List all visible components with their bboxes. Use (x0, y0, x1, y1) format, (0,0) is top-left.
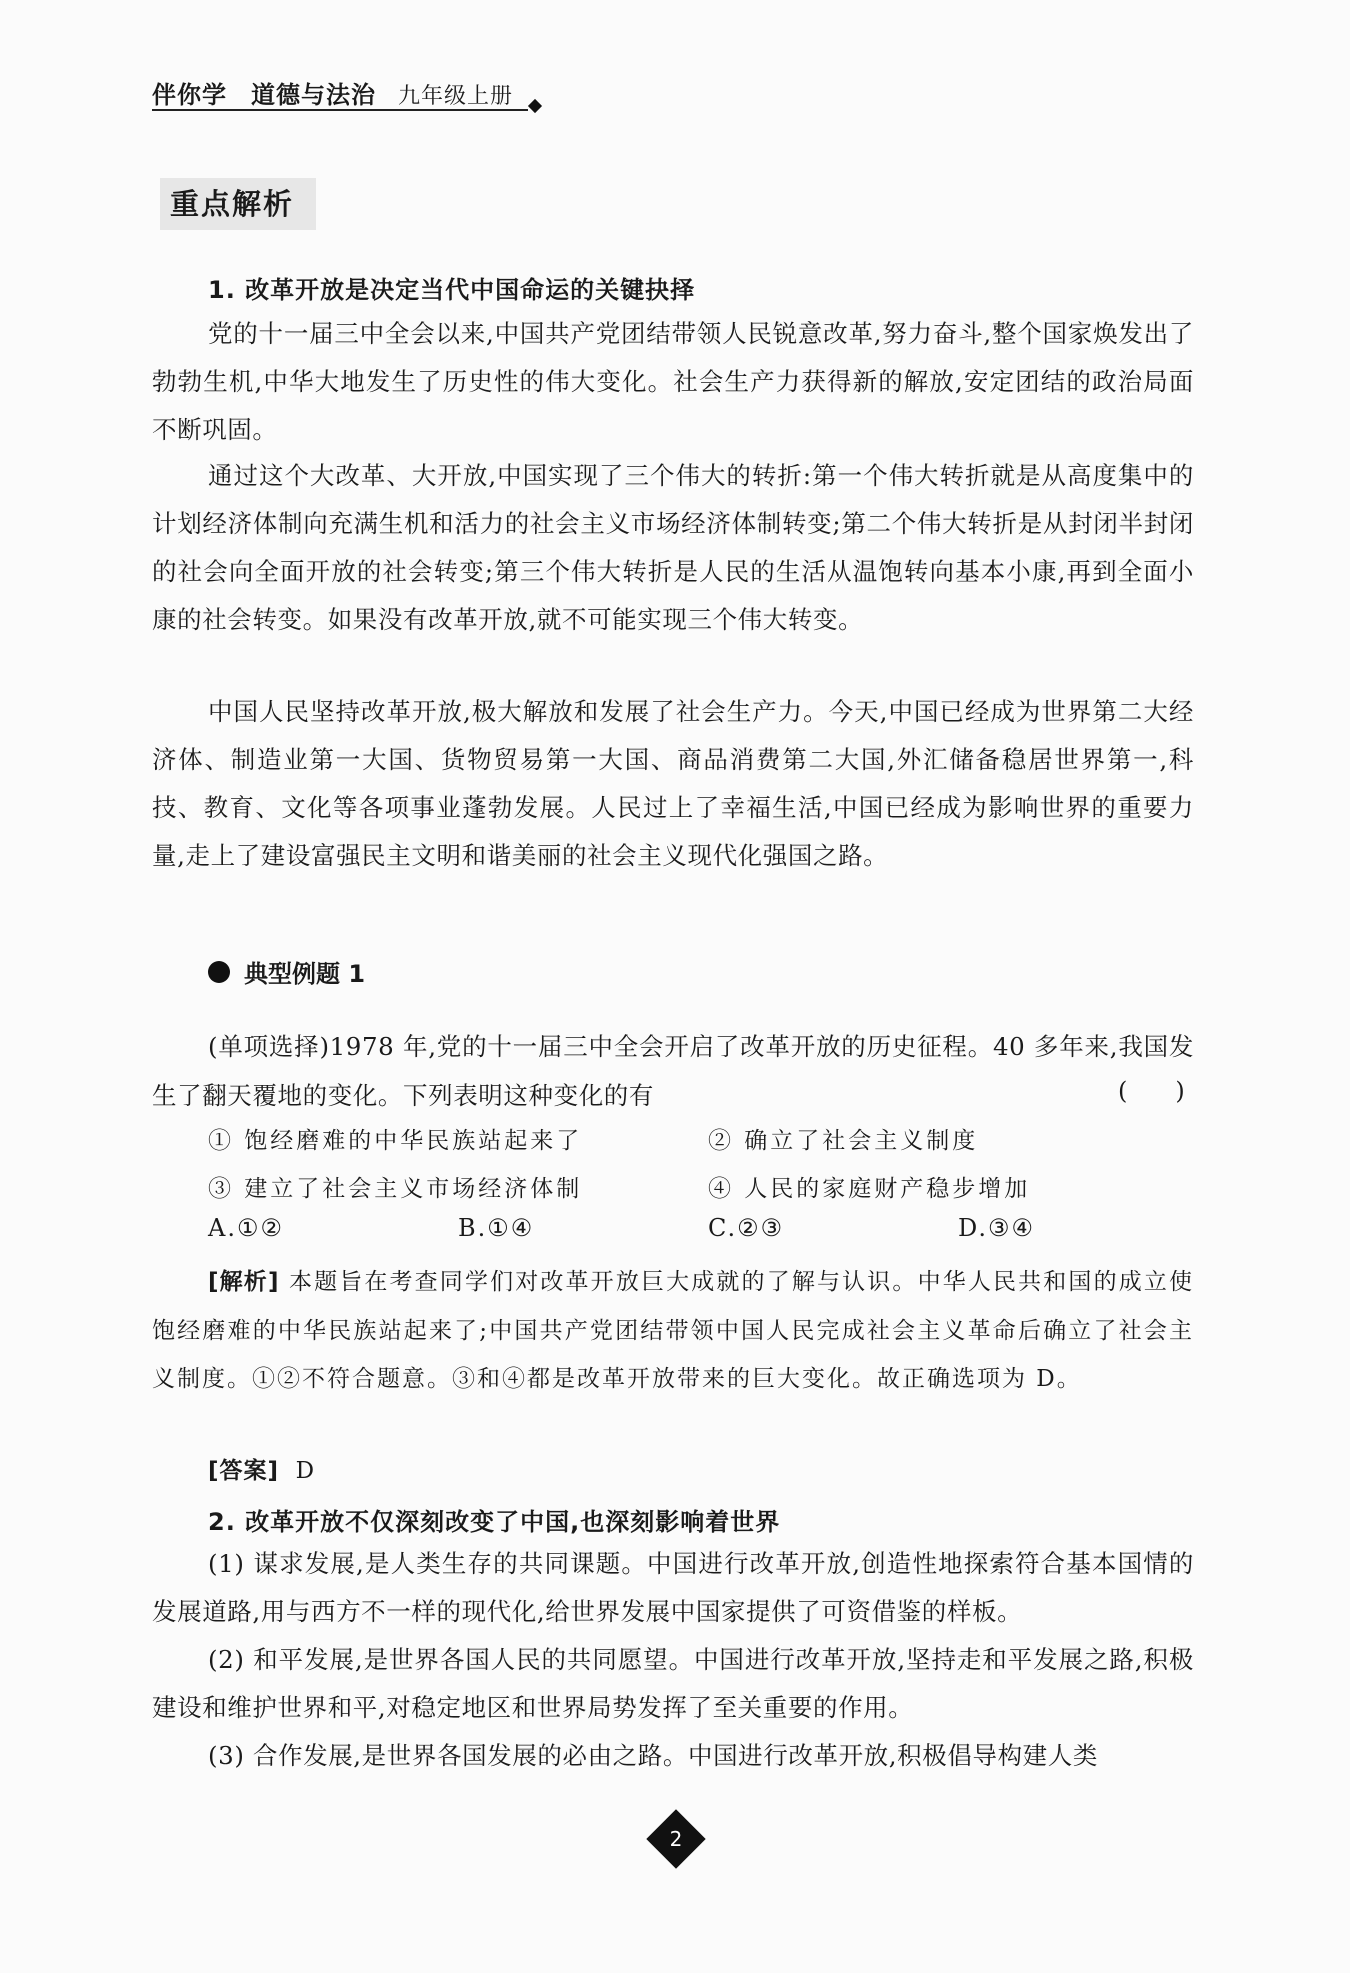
point2-paragraph-3: (3) 合作发展,是世界各国发展的必由之路。中国进行改革开放,积极倡导构建人类 (208, 1741, 1098, 1770)
analysis-label: [解析] (208, 1269, 280, 1295)
book-series: 伴你学 (152, 81, 227, 109)
example-question: (单项选择)1978 年,党的十一届三中全会开启了改革开放的历史征程。40 多年来,我国发生了翻天覆地的变化。下列表明这种变化的有 (152, 1032, 1194, 1110)
choice-d: D.③④ (958, 1214, 1036, 1242)
bullet-icon (208, 961, 230, 983)
point2-paragraph-1: (1) 谋求发展,是人类生存的共同课题。中国进行改革开放,创造性地探索符合基本国情的发展道路,用与西方不一样的现代化,给世界发展中国家提供了可资借鉴的样板。 (152, 1549, 1194, 1626)
option-3: ③ 建立了社会主义市场经济体制 (208, 1176, 583, 1202)
page-number: 2 (669, 1827, 683, 1851)
answer-block (208, 1452, 315, 1485)
running-header (152, 76, 542, 110)
point1-paragraph-1: 党的十一届三中全会以来,中国共产党团结带领人民锐意改革,努力奋斗,整个国家焕发出了勃勃生机,中华大地发生了历史性的伟大变化。社会生产力获得新的解放,安定团结的政治局面不断巩固。 (152, 319, 1194, 444)
header-rule (152, 109, 528, 111)
example-title: 典型例题 1 (244, 960, 366, 988)
answer-label: [答案] (208, 1458, 280, 1484)
example-heading (208, 954, 365, 989)
point2-heading: 2. 改革开放不仅深刻改变了中国,也深刻影响着世界 (208, 1508, 781, 1536)
analysis-text: 本题旨在考查同学们对改革开放巨大成就的了解与认识。中华人民共和国的成立使饱经磨难的中华民族站起来了;中国共产党团结带领中国人民完成社会主义革命后确立了社会主义制度。①②不符合题意。③和④都是改革开放带来的巨大变化。故正确选项为 D。 (152, 1269, 1195, 1392)
section-title: 重点解析 (160, 178, 316, 230)
option-4: ④ 人民的家庭财产稳步增加 (708, 1176, 1031, 1202)
point2-paragraph-2: (2) 和平发展,是世界各国人民的共同愿望。中国进行改革开放,坚持走和平发展之路,积极建设和维护世界和平,对稳定地区和世界局势发挥了至关重要的作用。 (152, 1645, 1194, 1722)
answer-value: D (295, 1458, 316, 1484)
point1-paragraph-3: 中国人民坚持改革开放,极大解放和发展了社会生产力。今天,中国已经成为世界第二大经济体、制造业第一大国、货物贸易第一大国、商品消费第二大国,外汇储备稳居世界第一,科技、教育、文化等各项事业蓬勃发展。人民过上了幸福生活,中国已经成为影响世界的重要力量,走上了建设富强民主文明和谐美丽的社会主义现代化强国之路。 (152, 697, 1194, 870)
option-2: ② 确立了社会主义制度 (708, 1128, 979, 1154)
answer-blank: ( ) (1118, 1077, 1185, 1105)
option-1: ① 饱经磨难的中华民族站起来了 (208, 1128, 583, 1154)
choice-a: A.①② (208, 1214, 284, 1242)
book-grade: 九年级上册 (398, 84, 514, 109)
analysis-block (152, 1258, 1194, 1404)
choice-b: B.①④ (458, 1214, 535, 1242)
choice-c: C.②③ (708, 1214, 785, 1242)
point1-heading: 1. 改革开放是决定当代中国命运的关键抉择 (208, 276, 696, 304)
book-subject: 道德与法治 (251, 81, 376, 109)
point1-paragraph-2: 通过这个大改革、大开放,中国实现了三个伟大的转折:第一个伟大转折就是从高度集中的计划经济体制向充满生机和活力的社会主义市场经济体制转变;第二个伟大转折是从封闭半封闭的社会向全面开放的社会转变;第三个伟大转折是人民的生活从温饱转向基本小康,再到全面小康的社会转变。如果没有改革开放,就不可能实现三个伟大转变。 (152, 461, 1194, 634)
